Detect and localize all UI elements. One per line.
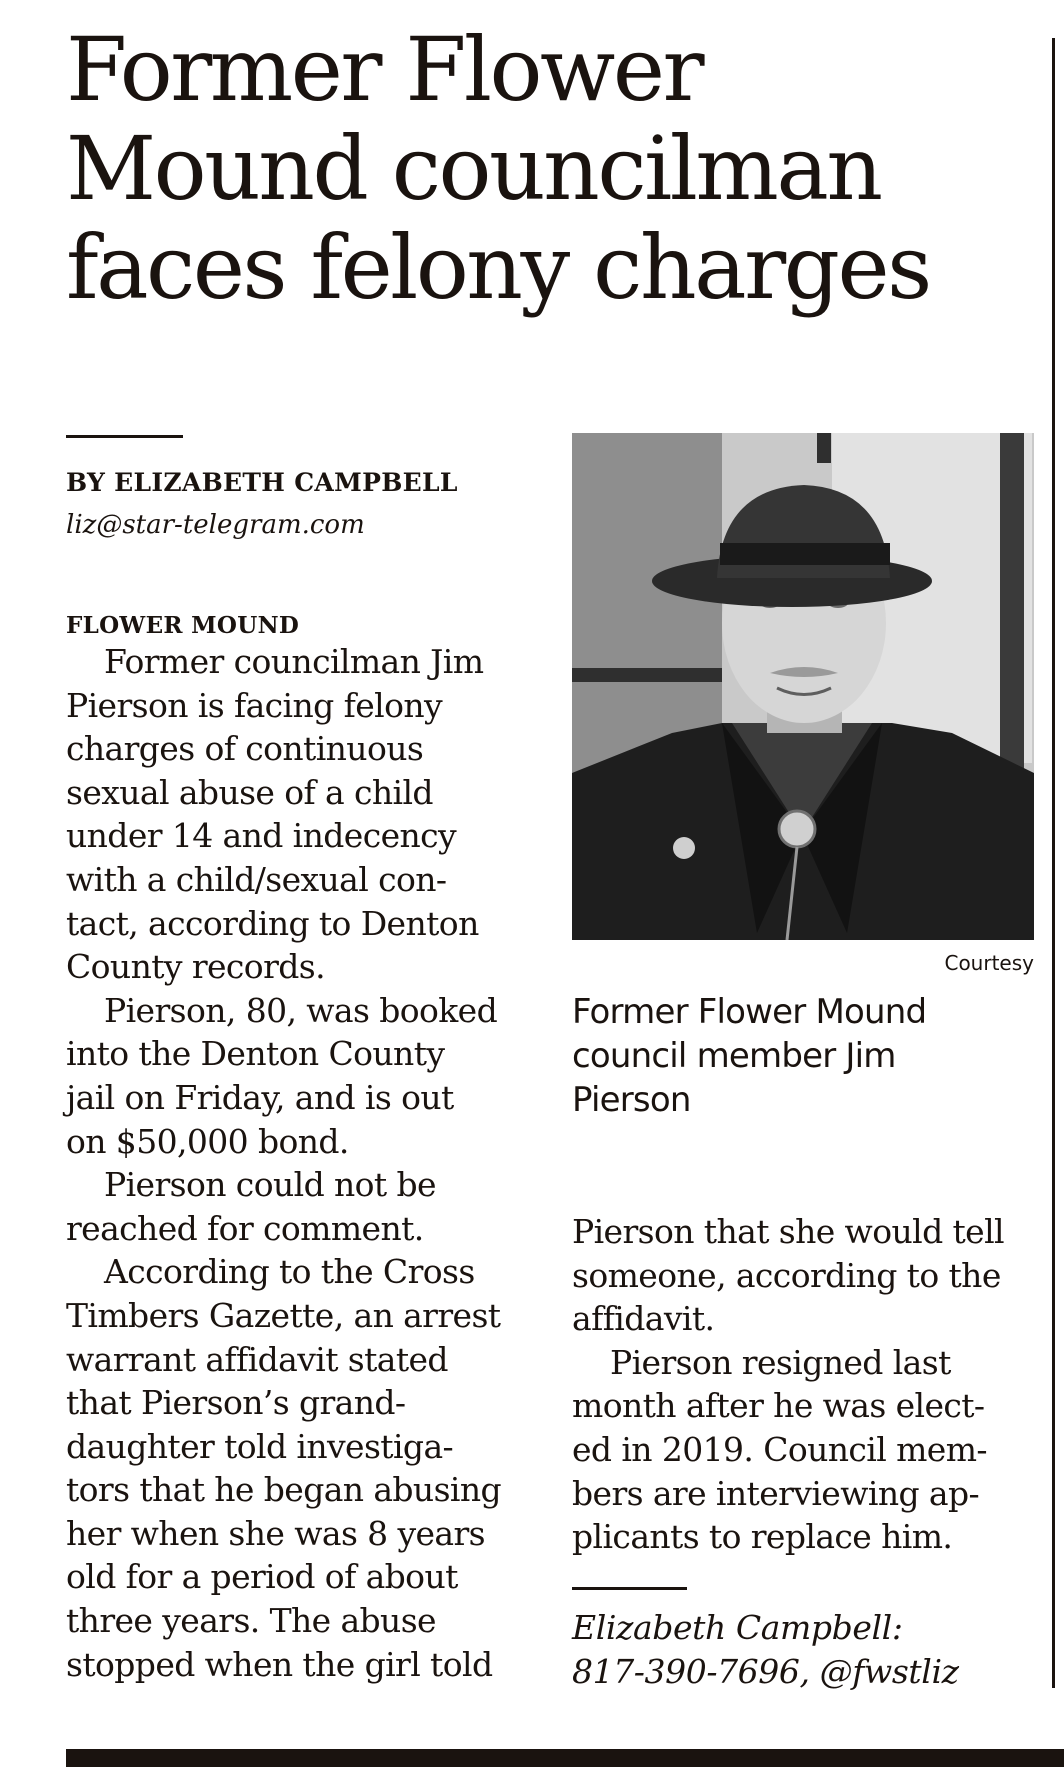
bottom-rule [66, 1749, 1064, 1767]
photo-credit: Courtesy [944, 951, 1034, 975]
photo-caption [572, 990, 926, 1122]
body-line: charges of continuous [66, 729, 424, 769]
body-line: affidavit. [572, 1299, 715, 1339]
body-line: Pierson resigned last [610, 1342, 951, 1382]
body-line: Pierson is facing felony [66, 685, 443, 725]
body-line: stopped when the girl told [66, 1644, 493, 1684]
body-line: month after he was elect- [572, 1386, 985, 1426]
body-line: that Pierson’s grand- [66, 1383, 406, 1423]
body-line: into the Denton County [66, 1034, 445, 1074]
body-line: Pierson that she would tell [572, 1212, 1004, 1251]
body-line: under 14 and indecency [66, 816, 457, 856]
body-line: Pierson could not be [104, 1165, 436, 1205]
body-line: bers are interviewing ap- [572, 1473, 980, 1513]
dateline: FLOWER MOUND [66, 612, 300, 639]
portrait-illustration [572, 433, 1034, 940]
signoff-line: Elizabeth Campbell: [572, 1608, 903, 1647]
body-line: her when she was 8 years [66, 1513, 486, 1553]
portrait-photo [572, 433, 1034, 940]
headline-line: faces felony charges [66, 216, 930, 319]
body-line: daughter told investiga- [66, 1426, 454, 1466]
article-column-1 [66, 640, 501, 1686]
body-line: jail on Friday, and is out [66, 1077, 454, 1117]
body-line: plicants to replace him. [572, 1517, 953, 1557]
body-line: Former councilman Jim [104, 642, 484, 681]
caption-line: Former Flower Mound [572, 992, 927, 1032]
body-line: tors that he began abusing [66, 1470, 502, 1510]
caption-line: council member Jim [572, 1036, 896, 1076]
body-line: reached for comment. [66, 1208, 424, 1248]
headline-line: Former Flower [66, 18, 703, 121]
byline: BY ELIZABETH CAMPBELL [66, 468, 458, 497]
body-line: sexual abuse of a child [66, 772, 433, 812]
body-line: old for a period of about [66, 1557, 458, 1597]
body-line: three years. The abuse [66, 1601, 436, 1641]
body-line: warrant affidavit stated [66, 1339, 448, 1379]
article-column-2 [572, 1210, 1004, 1559]
author-signoff [572, 1606, 959, 1694]
body-line: someone, according to the [572, 1255, 1001, 1295]
body-line: ed in 2019. Council mem- [572, 1429, 987, 1469]
body-line: with a child/sexual con- [66, 859, 447, 899]
column-divider [1052, 38, 1055, 1688]
body-line: According to the Cross [104, 1252, 475, 1292]
body-line: Timbers Gazette, an arrest [66, 1295, 501, 1335]
signoff-rule [572, 1587, 687, 1590]
body-line: tact, according to Denton [66, 903, 479, 943]
signoff-line: 817-390-7696, @fwstliz [572, 1652, 959, 1691]
author-email: liz@star-telegram.com [66, 510, 365, 540]
body-line: Pierson, 80, was booked [104, 990, 498, 1030]
body-line: on $50,000 bond. [66, 1121, 349, 1161]
body-line: County records. [66, 947, 325, 987]
byline-rule [66, 435, 183, 438]
headline [66, 20, 1026, 317]
caption-line: Pierson [572, 1080, 691, 1120]
headline-line: Mound councilman [66, 117, 881, 220]
